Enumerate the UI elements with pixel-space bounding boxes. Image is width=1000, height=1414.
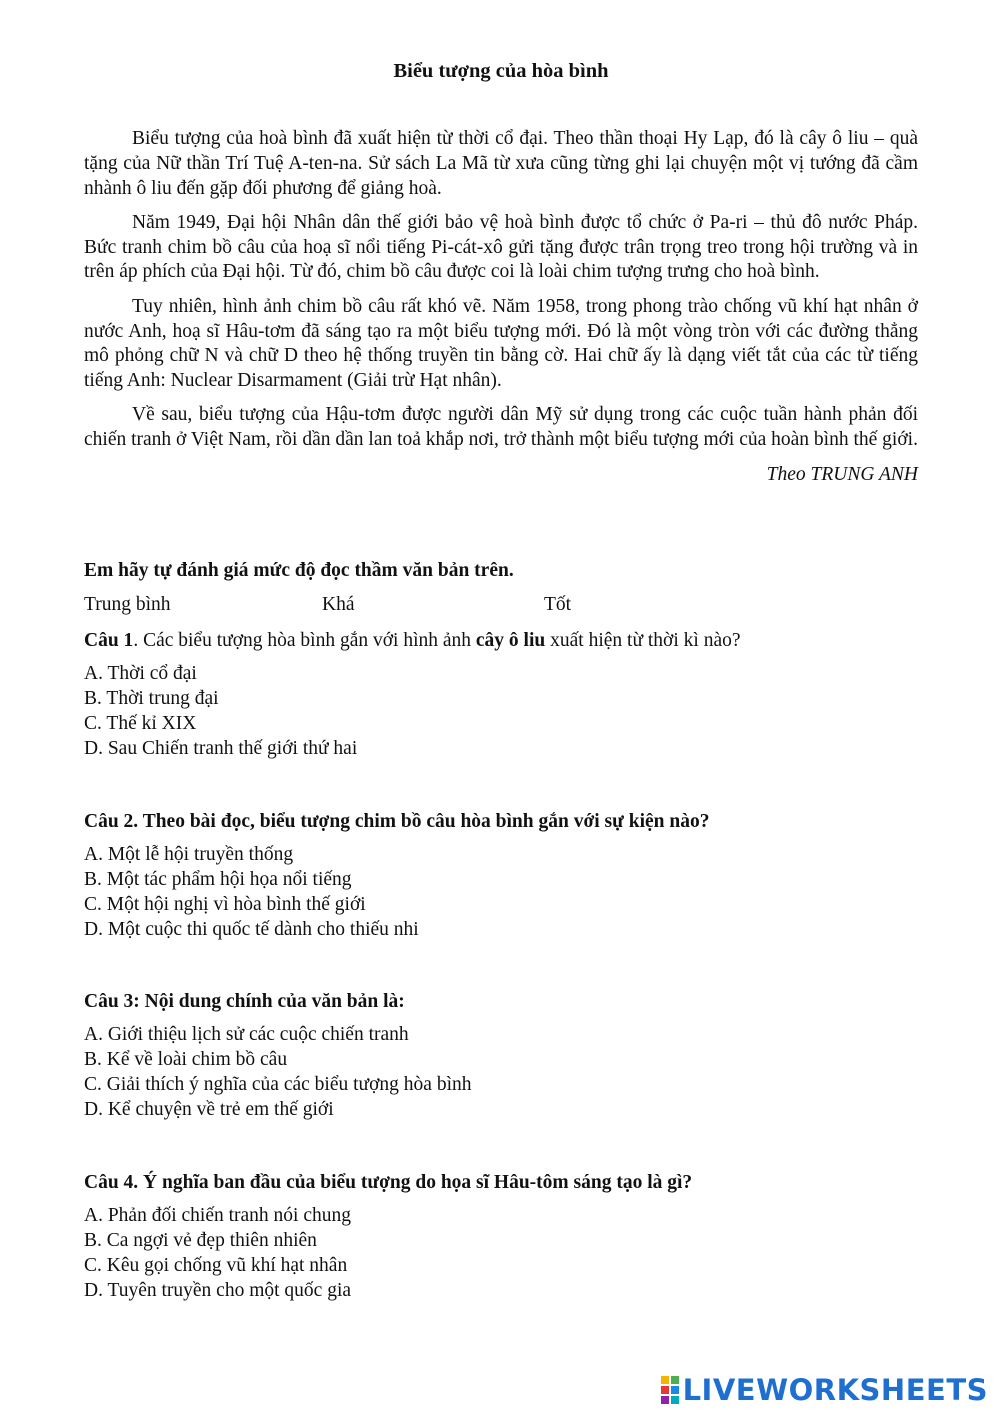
- logo-square: [671, 1386, 679, 1394]
- answer-option-b[interactable]: B. Thời trung đại: [84, 688, 219, 709]
- question-text: . Các biểu tượng hòa bình gắn với hình ảnh: [133, 630, 476, 651]
- self-assessment-prompt: Em hãy tự đánh giá mức độ đọc thầm văn bản trên.: [84, 560, 514, 581]
- passage-paragraph: Biểu tượng của hoà bình đã xuất hiện từ thời cổ đại. Theo thần thoại Hy Lạp, đó là cây ô liu – quà tặng của Nữ thần Trí Tuệ A-ten-na. Sử sách La Mã từ xưa cũng từng ghi lại chuyện một vị tướng đã cầm nhành ô liu đến gặp đối phương để giảng hoà.: [84, 128, 918, 199]
- liveworksheets-brand[interactable]: [661, 1372, 988, 1408]
- answer-option-c[interactable]: C. Kêu gọi chống vũ khí hạt nhân: [84, 1255, 348, 1276]
- answer-option-c[interactable]: C. Giải thích ý nghĩa của các biểu tượng hòa bình: [84, 1074, 472, 1095]
- passage-paragraph: Về sau, biểu tượng của Hậu-tơm được người dân Mỹ sử dụng trong các cuộc tuần hành phản đối chiến tranh ở Việt Nam, rồi dần dần lan toả khắp nơi, trở thành một biểu tượng mới của hoàn bình thế giới.: [84, 404, 918, 451]
- answer-option-c[interactable]: C. Thế kỉ XIX: [84, 713, 197, 734]
- passage-paragraph: Năm 1949, Đại hội Nhân dân thế giới bảo vệ hoà bình được tổ chức ở Pa-ri – thủ đô nước Pháp. Bức tranh chim bồ câu của hoạ sĩ nổi tiếng Pi-cát-xô gửi tặng được trân trọng treo trong hội trường và in trên áp phích của Đại hội. Từ đó, chim bồ câu được coi là loài chim tượng trưng cho hoà bình.: [84, 211, 918, 283]
- level-option-excellent[interactable]: Tốt: [544, 594, 572, 615]
- question-text: Câu 3: Nội dung chính của văn bản là:: [84, 991, 405, 1012]
- question-2: [84, 809, 918, 942]
- answer-option-b[interactable]: B. Ca ngợi vẻ đẹp thiên nhiên: [84, 1230, 317, 1251]
- answer-option-d[interactable]: D. Tuyên truyền cho một quốc gia: [84, 1280, 352, 1301]
- logo-square: [661, 1376, 669, 1384]
- question-1: [84, 628, 918, 761]
- logo-square: [671, 1396, 679, 1404]
- question-text: Câu 2. Theo bài đọc, biểu tượng chim bồ câu hòa bình gắn với sự kiện nào?: [84, 811, 710, 832]
- reading-passage: [84, 127, 918, 487]
- logo-square: [661, 1386, 669, 1394]
- question-text: Câu 4. Ý nghĩa ban đầu của biểu tượng do họa sĩ Hâu-tôm sáng tạo là gì?: [84, 1172, 693, 1193]
- passage-paragraph: Tuy nhiên, hình ảnh chim bồ câu rất khó vẽ. Năm 1958, trong phong trào chống vũ khí hạt nhân ở nước Anh, hoạ sĩ Hâu-tơm đã sáng tạo ra một biểu tượng mới. Đó là một vòng tròn với các đường thẳng mô phỏng chữ N và chữ D theo hệ thống truyền tin bằng cờ. Hai chữ ấy là dạng viết tắt của các từ tiếng tiếng Anh: Nuclear Disarmament (Giải trừ Hạt nhân).: [84, 295, 918, 392]
- logo-square: [661, 1396, 669, 1404]
- answer-option-b[interactable]: B. Kể về loài chim bồ câu: [84, 1049, 288, 1070]
- answer-option-a[interactable]: A. Phản đối chiến tranh nói chung: [84, 1205, 351, 1226]
- passage-source: Theo TRUNG ANH: [766, 463, 918, 485]
- answer-option-d[interactable]: D. Kể chuyện về trẻ em thế giới: [84, 1099, 334, 1120]
- question-keyword: cây ô liu: [475, 630, 546, 651]
- question-number: Câu 1: [84, 630, 134, 651]
- level-option-good[interactable]: Khá: [322, 594, 355, 615]
- question-text: xuất hiện từ thời kì nào?: [545, 630, 741, 651]
- logo-square: [671, 1376, 679, 1384]
- answer-option-a[interactable]: A. Thời cổ đại: [84, 663, 197, 684]
- question-stem: [84, 809, 918, 834]
- question-3: [84, 989, 918, 1122]
- self-assessment-levels: [84, 594, 918, 620]
- answer-option-a[interactable]: A. Một lễ hội truyền thống: [84, 844, 294, 865]
- level-option-average[interactable]: Trung bình: [84, 594, 171, 615]
- answer-option-d[interactable]: D. Sau Chiến tranh thế giới thứ hai: [84, 738, 358, 759]
- answer-option-c[interactable]: C. Một hội nghị vì hòa bình thế giới: [84, 894, 366, 915]
- answer-option-a[interactable]: A. Giới thiệu lịch sử các cuộc chiến tranh: [84, 1024, 409, 1045]
- question-stem: [84, 628, 918, 653]
- document-title: Biểu tượng của hòa bình: [393, 60, 609, 82]
- liveworksheets-logo-icon: [661, 1376, 679, 1404]
- brand-wordmark: LIVEWORKSHEETS: [682, 1373, 988, 1407]
- answer-option-b[interactable]: B. Một tác phẩm hội họa nổi tiếng: [84, 869, 352, 890]
- question-stem: [84, 989, 918, 1014]
- question-4: [84, 1170, 918, 1303]
- answer-option-d[interactable]: D. Một cuộc thi quốc tế dành cho thiếu nhi: [84, 919, 419, 940]
- question-stem: [84, 1170, 918, 1195]
